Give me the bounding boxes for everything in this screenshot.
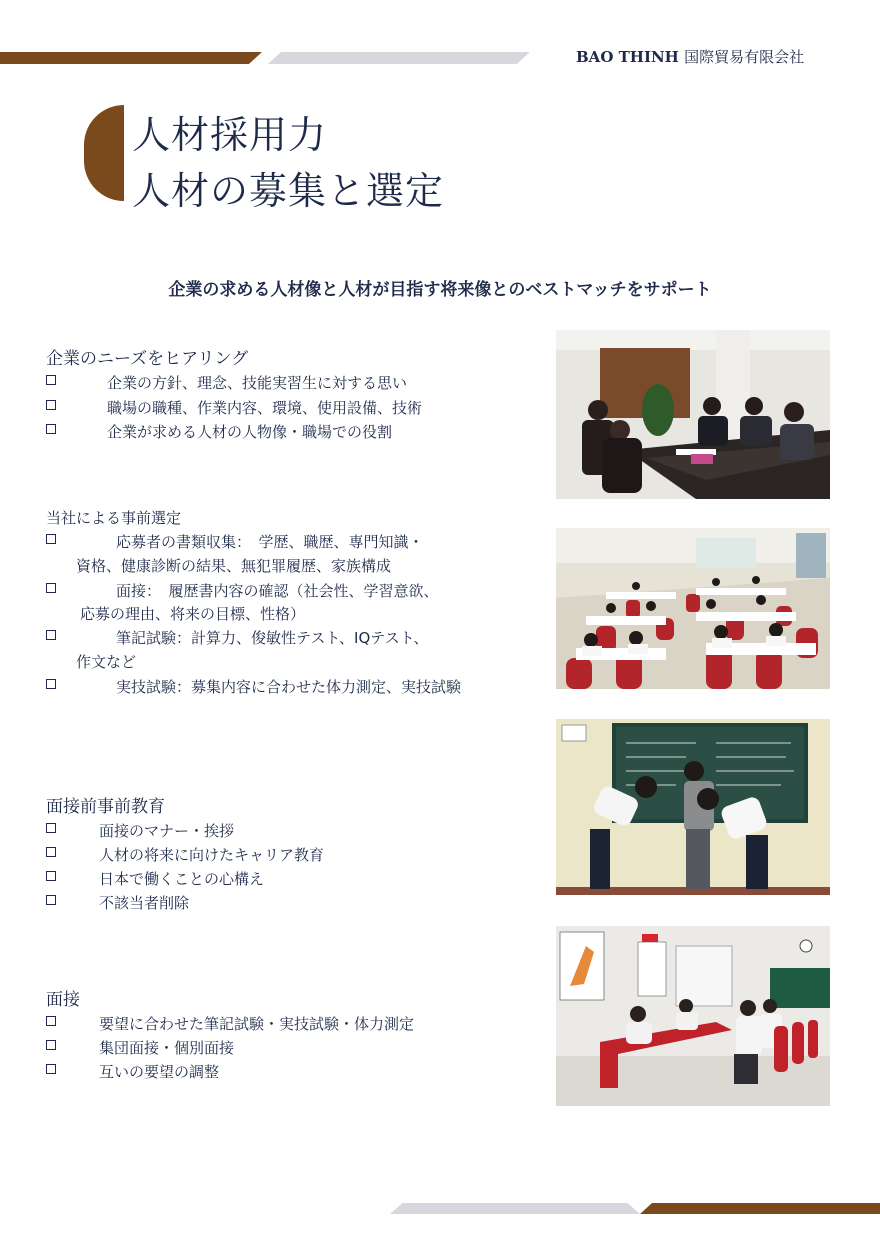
list-item-text: 職場の職種、作業内容、環境、使用設備、技術	[107, 399, 423, 417]
list-item	[46, 868, 56, 886]
list-item	[46, 1061, 56, 1079]
list-item-text: 不該当者削除	[99, 894, 190, 912]
checkbox-bullet-icon	[46, 1016, 56, 1026]
list-item-text: 互いの要望の調整	[99, 1063, 220, 1081]
list-item	[46, 1037, 56, 1055]
list-item-text: 人材の将来に向けたキャリア教育	[99, 846, 325, 864]
checkbox-bullet-icon	[46, 375, 56, 385]
checkbox-bullet-icon	[46, 679, 56, 689]
section-title-needs-hearing: 企業のニーズをヒアリング	[46, 349, 249, 369]
checkbox-bullet-icon	[46, 1064, 56, 1074]
list-item	[46, 1013, 56, 1031]
checkbox-bullet-icon	[46, 583, 56, 593]
header-bar-brown	[0, 52, 262, 64]
list-item	[46, 627, 56, 645]
photo-interview	[556, 926, 830, 1106]
company-name-japanese: 国際貿易有限会社	[684, 48, 805, 66]
checkbox-bullet-icon	[46, 630, 56, 640]
checkbox-bullet-icon	[46, 1040, 56, 1050]
list-item-text: 企業の方針、理念、技能実習生に対する思い	[107, 374, 408, 392]
company-name	[576, 46, 804, 67]
list-item	[46, 844, 56, 862]
list-item	[46, 892, 56, 910]
checkbox-bullet-icon	[46, 847, 56, 857]
footer-bar-gray	[390, 1203, 640, 1214]
checkbox-bullet-icon	[46, 895, 56, 905]
list-item-text: 面接のマナー・挨拶	[99, 822, 235, 840]
checkbox-bullet-icon	[46, 400, 56, 410]
list-item-continuation: 作文など	[76, 653, 137, 671]
list-item	[46, 531, 56, 549]
header-bar-gray	[268, 52, 530, 64]
checkbox-bullet-icon	[46, 534, 56, 544]
tagline: 企業の求める人材像と人材が目指す将来像とのベストマッチをサポート	[168, 280, 712, 300]
checkbox-bullet-icon	[46, 424, 56, 434]
photo-meeting	[556, 330, 830, 499]
list-item-text: 要望に合わせた筆記試験・実技試験・体力測定	[99, 1015, 415, 1033]
checkbox-bullet-icon	[46, 823, 56, 833]
checkbox-bullet-icon	[46, 871, 56, 881]
list-item-text: 企業が求める人材の人物像・職場での役割	[107, 423, 393, 441]
list-item	[46, 397, 56, 415]
list-item-continuation: 応募の理由、将来の目標、性格）	[80, 605, 306, 623]
list-item	[46, 421, 56, 439]
photo-written-exam	[556, 528, 830, 689]
list-item	[46, 372, 56, 390]
list-item	[46, 580, 56, 598]
section-title-preselection: 当社による事前選定	[46, 509, 182, 527]
list-item	[46, 676, 56, 694]
list-item-text: 面接： 履歴書内容の確認（社会性、学習意欲、	[116, 582, 439, 600]
list-item	[46, 820, 56, 838]
page-title-line1: 人材採用力	[132, 113, 328, 157]
list-item-text: 応募者の書類収集： 学歴、職歴、専門知識・	[116, 533, 424, 551]
list-item-text: 集団面接・個別面接	[99, 1039, 235, 1057]
list-item-text: 筆記試験：計算力、俊敏性テスト、IQテスト、	[116, 629, 429, 647]
footer-bar-brown	[640, 1203, 880, 1214]
title-half-circle-decoration	[84, 105, 124, 201]
section-title-pre-interview-education: 面接前事前教育	[46, 797, 165, 817]
list-item-text: 日本で働くことの心構え	[99, 870, 265, 888]
list-item-text: 実技試験：募集内容に合わせた体力測定、実技試験	[116, 678, 462, 696]
list-item-continuation: 資格、健康診断の結果、無犯罪履歴、家族構成	[76, 557, 392, 575]
page-title-line2: 人材の募集と選定	[132, 169, 445, 213]
section-title-interview: 面接	[46, 990, 80, 1010]
company-name-latin: BAO THINH	[576, 48, 679, 66]
photo-manners-training	[556, 719, 830, 895]
